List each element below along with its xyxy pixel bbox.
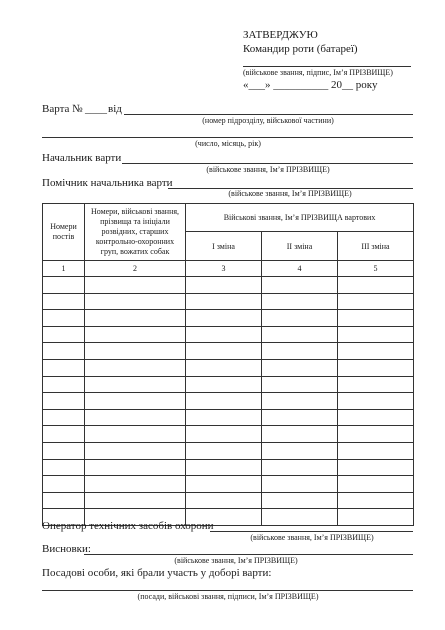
table-row xyxy=(43,343,414,360)
header-details: Номери, військові звання, прізвища та ініціали розвідних, старших контрольно-охоронних груп, вожатих собак xyxy=(85,204,186,261)
table-cell[interactable] xyxy=(338,509,414,526)
table-row xyxy=(43,442,414,459)
table-cell[interactable] xyxy=(262,459,338,476)
table-cell[interactable] xyxy=(85,376,186,393)
operator-line[interactable] xyxy=(210,531,413,532)
table-cell[interactable] xyxy=(262,359,338,376)
table-cell[interactable] xyxy=(262,376,338,393)
guard-number-blank[interactable]: ____ xyxy=(85,103,107,115)
conclusions-line[interactable] xyxy=(84,554,413,555)
header-sentries: Військові звання, Ім’я ПРІЗВИЩА вартових xyxy=(186,204,414,232)
table-cell[interactable] xyxy=(85,492,186,509)
table-cell[interactable] xyxy=(338,426,414,443)
officials-hint: (посади, військові звання, підписи, Ім’я ПРІЗВИЩЕ) xyxy=(137,592,319,601)
table-cell[interactable] xyxy=(338,343,414,360)
column-number: 4 xyxy=(262,261,338,277)
table-row xyxy=(43,492,414,509)
column-number: 1 xyxy=(43,261,85,277)
table-cell[interactable] xyxy=(338,476,414,493)
column-number: 2 xyxy=(85,261,186,277)
table-row xyxy=(43,409,414,426)
operator-hint: (військове звання, Ім’я ПРІЗВИЩЕ) xyxy=(250,533,374,542)
table-cell[interactable] xyxy=(262,426,338,443)
column-numbers-row xyxy=(43,261,414,277)
table-cell[interactable] xyxy=(262,409,338,426)
table-cell[interactable] xyxy=(43,393,85,410)
table-cell[interactable] xyxy=(85,293,186,310)
guard-date-hint: (число, місяць, рік) xyxy=(195,139,261,148)
table-row xyxy=(43,359,414,376)
table-cell[interactable] xyxy=(43,492,85,509)
table-row xyxy=(43,426,414,443)
chief-hint: (військове звання, Ім’я ПРІЗВИЩЕ) xyxy=(206,165,330,174)
table-cell[interactable] xyxy=(262,492,338,509)
table-cell[interactable] xyxy=(43,326,85,343)
approval-signature-line[interactable] xyxy=(243,66,411,67)
table-cell[interactable] xyxy=(338,442,414,459)
table-cell[interactable] xyxy=(186,310,262,327)
table-cell[interactable] xyxy=(186,426,262,443)
guard-date-line[interactable] xyxy=(42,137,413,138)
approval-title: ЗАТВЕРДЖУЮ xyxy=(243,29,318,41)
approval-signature-hint: (військове звання, підпис, Ім’я ПРІЗВИЩЕ) xyxy=(243,68,393,77)
guard-label: Варта № xyxy=(42,103,83,115)
table-cell[interactable] xyxy=(338,310,414,327)
table-cell[interactable] xyxy=(43,409,85,426)
header-posts: Номери постів xyxy=(43,204,85,261)
table-cell[interactable] xyxy=(85,326,186,343)
table-cell[interactable] xyxy=(338,393,414,410)
table-cell[interactable] xyxy=(338,359,414,376)
table-cell[interactable] xyxy=(85,459,186,476)
table-cell[interactable] xyxy=(338,492,414,509)
conclusions-hint: (військове звання, Ім’я ПРІЗВИЩЕ) xyxy=(174,556,298,565)
table-cell[interactable] xyxy=(186,376,262,393)
officials-label: Посадові особи, які брали участь у доборі варти: xyxy=(42,567,272,579)
table-cell[interactable] xyxy=(43,277,85,294)
assistant-hint: (військове звання, Ім’я ПРІЗВИЩЕ) xyxy=(228,189,352,198)
table-cell[interactable] xyxy=(85,310,186,327)
chief-line[interactable] xyxy=(122,163,413,164)
guard-posts-table xyxy=(42,203,414,526)
table-cell[interactable] xyxy=(186,343,262,360)
table-cell[interactable] xyxy=(85,359,186,376)
table-cell[interactable] xyxy=(186,492,262,509)
approval-position: Командир роти (батареї) xyxy=(243,43,358,55)
table-cell[interactable] xyxy=(262,310,338,327)
table-cell[interactable] xyxy=(262,343,338,360)
header-shift-3: III зміна xyxy=(338,232,414,261)
table-row xyxy=(43,459,414,476)
table-cell[interactable] xyxy=(186,409,262,426)
officials-line[interactable] xyxy=(42,590,413,591)
table-cell[interactable] xyxy=(43,442,85,459)
chief-label: Начальник варти xyxy=(42,152,122,164)
table-row xyxy=(43,326,414,343)
table-cell[interactable] xyxy=(262,393,338,410)
table-cell[interactable] xyxy=(186,442,262,459)
table-cell[interactable] xyxy=(186,359,262,376)
table-cell[interactable] xyxy=(338,376,414,393)
table-cell[interactable] xyxy=(186,393,262,410)
table-cell[interactable] xyxy=(85,442,186,459)
table-cell[interactable] xyxy=(43,293,85,310)
table-cell[interactable] xyxy=(85,426,186,443)
table-row xyxy=(43,393,414,410)
table-cell[interactable] xyxy=(262,442,338,459)
table-cell[interactable] xyxy=(85,343,186,360)
table-cell[interactable] xyxy=(85,476,186,493)
column-number: 3 xyxy=(186,261,262,277)
table-cell[interactable] xyxy=(43,459,85,476)
table-cell[interactable] xyxy=(262,476,338,493)
table-cell[interactable] xyxy=(262,277,338,294)
table-cell[interactable] xyxy=(43,426,85,443)
table-cell[interactable] xyxy=(85,277,186,294)
table-row xyxy=(43,376,414,393)
table-cell[interactable] xyxy=(262,326,338,343)
table-cell[interactable] xyxy=(43,310,85,327)
table-cell[interactable] xyxy=(262,293,338,310)
guard-unit-line[interactable] xyxy=(124,114,413,115)
assistant-label: Помічник начальника варти xyxy=(42,177,173,189)
guard-unit-hint: (номер підрозділу, військової частини) xyxy=(202,116,334,125)
table-cell[interactable] xyxy=(186,293,262,310)
table-cell[interactable] xyxy=(338,293,414,310)
table-cell[interactable] xyxy=(43,476,85,493)
table-cell[interactable] xyxy=(262,509,338,526)
table-cell[interactable] xyxy=(186,326,262,343)
conclusions-label: Висновки: xyxy=(42,543,91,555)
table-row xyxy=(43,310,414,327)
table-cell[interactable] xyxy=(186,476,262,493)
table-cell[interactable] xyxy=(338,277,414,294)
approval-date-line[interactable]: «___» __________ 20__ року xyxy=(243,79,378,91)
table-cell[interactable] xyxy=(338,459,414,476)
table-cell[interactable] xyxy=(85,393,186,410)
table-cell[interactable] xyxy=(43,359,85,376)
table-row xyxy=(43,293,414,310)
table-cell[interactable] xyxy=(186,459,262,476)
table-cell[interactable] xyxy=(85,409,186,426)
table-row xyxy=(43,277,414,294)
guard-from-label: від xyxy=(108,103,122,115)
table-cell[interactable] xyxy=(338,409,414,426)
table-cell[interactable] xyxy=(43,376,85,393)
table-cell[interactable] xyxy=(43,343,85,360)
operator-label: Оператор технічних засобів охорони xyxy=(42,520,214,532)
header-shift-2: II зміна xyxy=(262,232,338,261)
column-number: 5 xyxy=(338,261,414,277)
table-cell[interactable] xyxy=(338,326,414,343)
header-shift-1: I зміна xyxy=(186,232,262,261)
table-cell[interactable] xyxy=(186,277,262,294)
table-row xyxy=(43,476,414,493)
